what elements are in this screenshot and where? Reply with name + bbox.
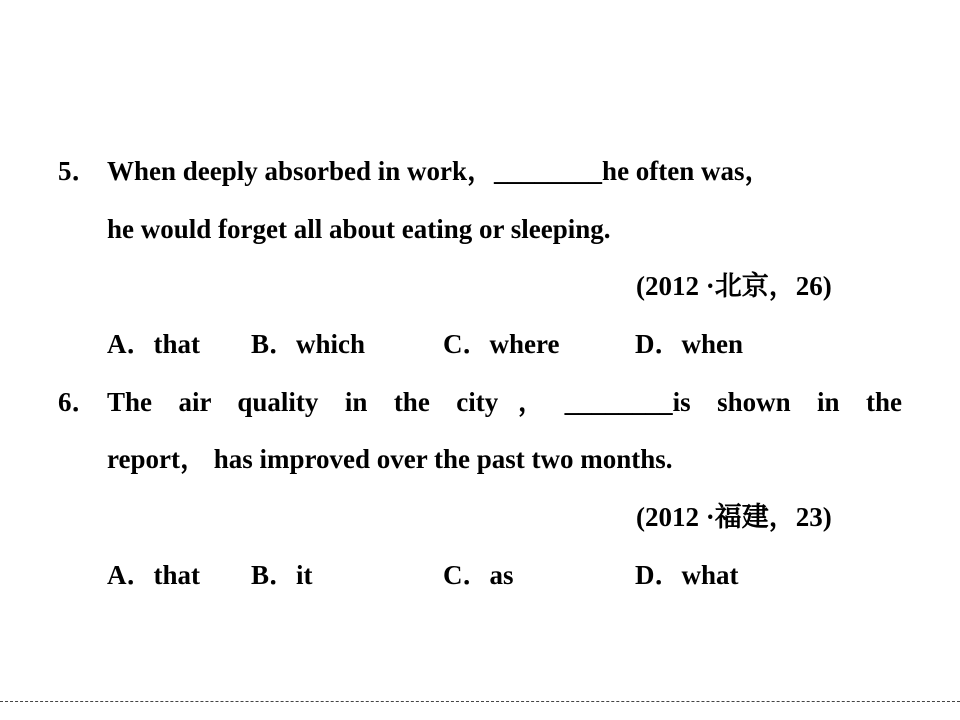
question-5-stem-line2: he would forget all about eating or sleeping. [107,214,611,244]
footer-divider [0,701,960,702]
option-text: it [296,560,313,590]
option-letter: B． [251,560,297,590]
option-letter: A． [107,560,154,590]
question-6-option-a [107,560,200,590]
option-letter: A． [107,329,154,359]
question-5-option-d [635,329,743,359]
option-letter: C． [443,560,490,590]
question-5-stem-line1: When deeply absorbed in work，________he often was， [107,156,772,186]
option-text: what [681,560,739,590]
option-text: that [153,329,200,359]
option-text: as [489,560,514,590]
question-6-stem-line1: The air quality in the city，________is shown in the [107,387,902,417]
question-6-option-b [251,560,313,590]
option-letter: D． [635,329,682,359]
question-5-option-a [107,329,200,359]
option-letter: B． [251,329,297,359]
question-5-number: 5． [58,156,99,186]
option-text: that [153,560,200,590]
question-6-option-d [635,560,739,590]
option-letter: D． [635,560,682,590]
option-letter: C． [443,329,490,359]
question-5-option-b [251,329,365,359]
option-text: which [296,329,366,359]
question-5-source: (2012 ·北京，26) [636,271,832,301]
question-6-stem-line2: report， has improved over the past two months. [107,444,673,474]
option-text: where [489,329,560,359]
question-5-option-c [443,329,559,359]
question-6-number: 6． [58,387,99,417]
question-6-source: (2012 ·福建，23) [636,502,832,532]
option-text: when [681,329,744,359]
question-6-option-c [443,560,514,590]
